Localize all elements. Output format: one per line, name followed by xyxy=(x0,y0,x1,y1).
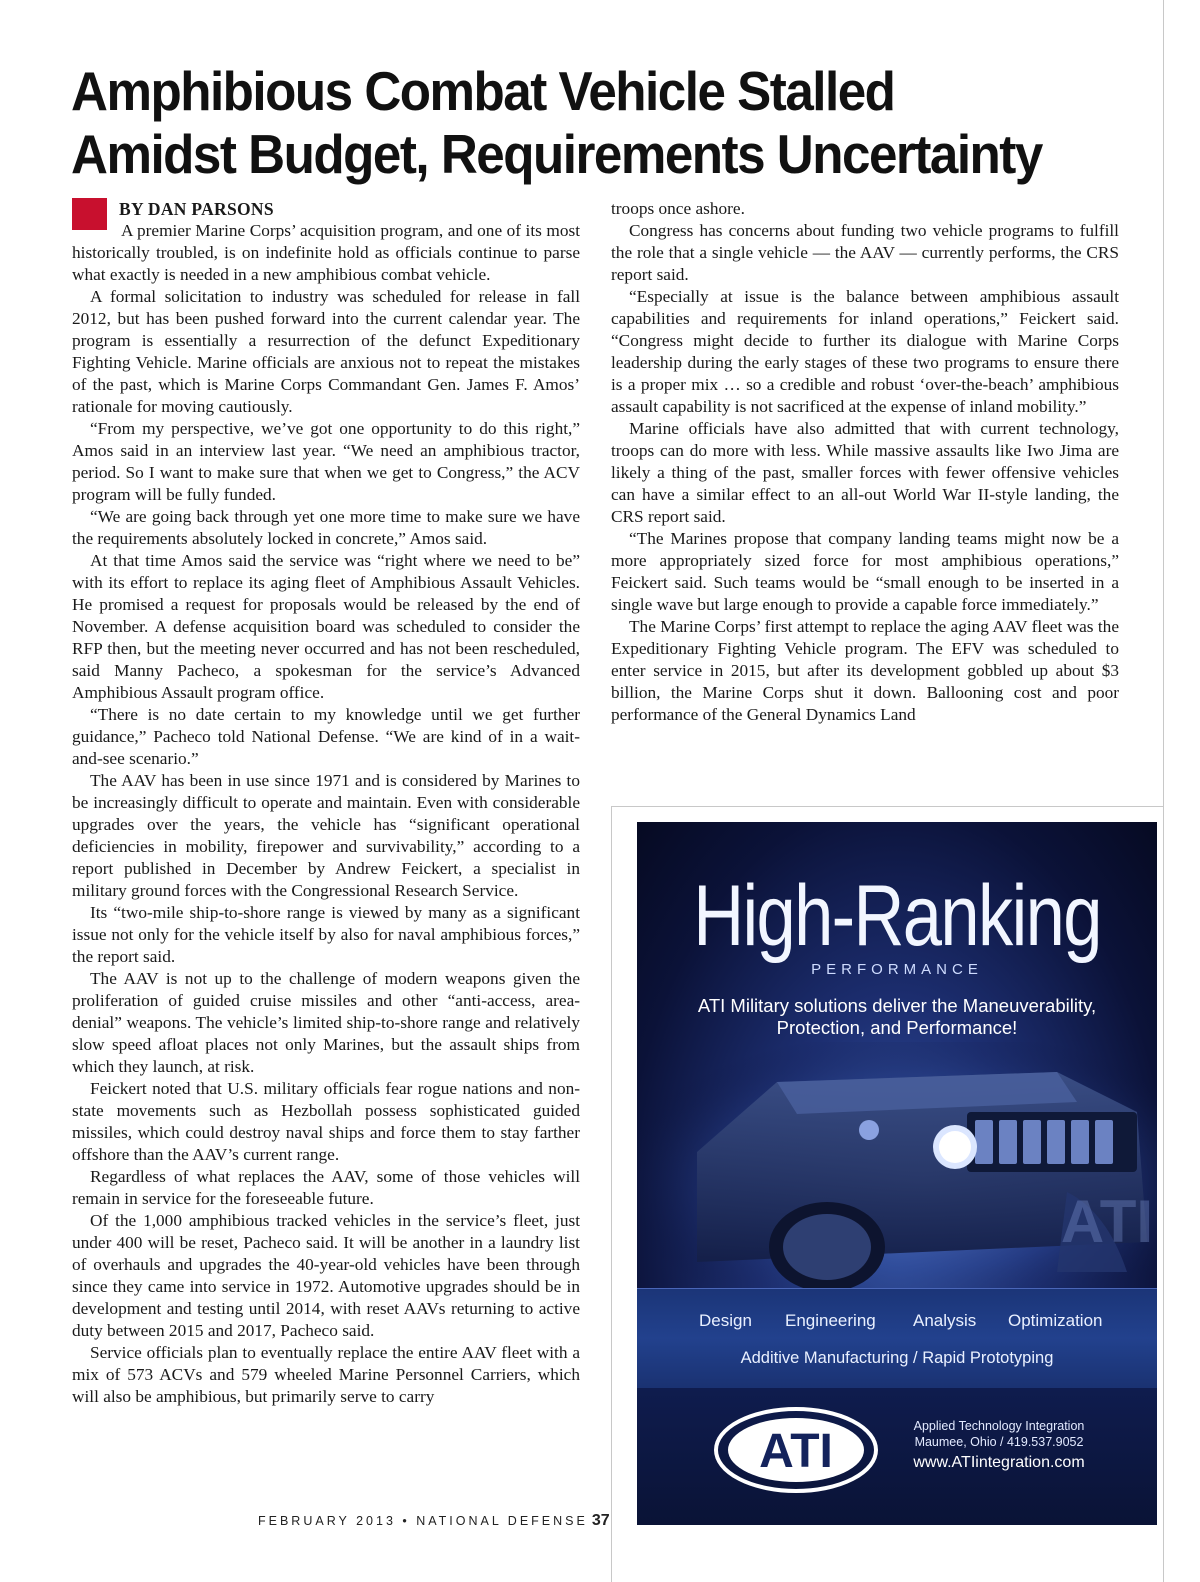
ati-logo[interactable] xyxy=(713,1406,879,1494)
article-column-left xyxy=(72,198,580,1408)
paragraph: “The Marines propose that company landing teams might now be a more appropriately sized force for most amphibious operations,” Feickert said. Such teams would be “small enough to be inserted in a single wave but large enough to provide a capable force immediately.” xyxy=(611,529,1119,614)
paragraph: “There is no date certain to my knowledge until we get further guidance,” Pacheco told National Defense. “We are kind of in a wait-and-see scenario.” xyxy=(72,705,580,768)
ad-tagline-line-2: Protection, and Performance! xyxy=(776,1017,1018,1038)
left-paragraphs xyxy=(72,220,580,1408)
service-design: Design xyxy=(699,1311,752,1330)
page-edge-rule xyxy=(1163,0,1164,1582)
section-marker xyxy=(72,198,107,230)
paragraph: “Especially at issue is the balance between amphibious assault capabilities and requirements for inland operations,” Feickert said. “Congress might decide to further its dialogue with Marine Corps leadership during the early stages of these two programs to ensure there is a proper mix … so a credible and robust ‘over-the-beach’ amphibious assault capability is not sacrificed at the expense of inland mobility.” xyxy=(611,287,1119,416)
ad-subtitle: PERFORMANCE xyxy=(811,961,983,978)
page-footer xyxy=(258,1512,610,1530)
company-url-link[interactable]: www.ATIintegration.com xyxy=(913,1454,1085,1471)
ad-services-band xyxy=(637,1288,1157,1388)
paragraph: Feickert noted that U.S. military officials fear rogue nations and non-state movements such as Hezbollah possess sophisticated guided missiles, which could destroy naval ships and force them to stay farther offshore than the AAV’s current range. xyxy=(72,1079,580,1164)
paragraph: The AAV has been in use since 1971 and is considered by Marines to be increasingly difficult to operate and maintain. Even with considerable upgrades over the years, the vehicle has “significant operational deficiencies in mobility, firepower and survivability,” according to a report published in December by Andrew Feickert, a specialist in military ground forces with the Congressional Research Service. xyxy=(72,771,580,900)
ad-logo-area xyxy=(637,1388,1157,1525)
company-name: Applied Technology Integration xyxy=(913,1419,1085,1433)
military-vehicle-image xyxy=(637,1042,1157,1292)
service-analysis: Analysis xyxy=(913,1311,977,1330)
ati-advertisement[interactable] xyxy=(637,822,1157,1525)
article-headline xyxy=(71,60,1075,186)
footer-issue: FEBRUARY 2013 • NATIONAL DEFENSE xyxy=(258,1514,588,1528)
paragraph: A formal solicitation to industry was scheduled for release in fall 2012, but has been pushed forward into the current calendar year. The program is essentially a resurrection of the defunct Expeditionary Fighting Vehicle. Marine officials are anxious not to repeat the mistakes of the past, which is Marine Corps Commandant Gen. James F. Amos’ rationale for moving cautiously. xyxy=(72,287,580,416)
paragraph: Service officials plan to eventually replace the entire AAV fleet with a mix of 573 ACVs and 579 wheeled Marine Personnel Carriers, which will also be amphibious, but primarily serve to carry xyxy=(72,1343,580,1406)
paragraph: troops once ashore. xyxy=(611,199,745,218)
vehicle-watermark: ATI xyxy=(1060,1188,1154,1255)
ad-tagline xyxy=(667,995,1127,1039)
services-row xyxy=(637,1311,1157,1333)
paragraph: Marine officials have also admitted that with current technology, troops can do more with less. While massive assaults like Iwo Jima are likely a thing of the past, smaller forces with fewer offensive vehicles can have a similar effect to an all-out World War II-style landing, the CRS report said. xyxy=(611,419,1119,526)
service-optimization: Optimization xyxy=(1008,1311,1103,1330)
paragraph: Congress has concerns about funding two vehicle programs to fulfill the role that a single vehicle — the AAV — currently performs, the CRS report said. xyxy=(611,221,1119,284)
paragraph: Its “two-mile ship-to-shore range is viewed by many as a significant issue not only for the vehicle itself by also for naval amphibious forces,” the report said. xyxy=(72,903,580,966)
paragraph: “We are going back through yet one more time to make sure we have the requirements absolutely locked in concrete,” Amos said. xyxy=(72,507,580,548)
service-additive-manufacturing: Additive Manufacturing / Rapid Prototyping xyxy=(740,1349,1054,1367)
paragraph: A premier Marine Corps’ acquisition program, and one of its most historically troubled, is on indefinite hold as officials continue to parse what exactly is needed in a new amphibious combat vehicle. xyxy=(72,221,580,284)
ad-frame-rule-top xyxy=(611,806,1163,807)
paragraph: Regardless of what replaces the AAV, some of those vehicles will remain in service for the foreseeable future. xyxy=(72,1167,580,1208)
ad-tagline-line-1: ATI Military solutions deliver the Maneuverability, xyxy=(697,995,1097,1016)
paragraph: The AAV is not up to the challenge of modern weapons given the proliferation of guided cruise missiles and other “anti-access, area-denial” weapons. The vehicle’s limited ship-to-shore range and relatively slow speed afloat places not only Marines, but the assault ships from which they launch, at risk. xyxy=(72,969,580,1076)
page-number: 37 xyxy=(591,1512,610,1529)
ad-frame-rule-left xyxy=(611,806,612,1582)
article-column-right xyxy=(611,198,1119,726)
headline-line-2: Amidst Budget, Requirements Uncertainty xyxy=(71,123,1042,185)
paragraph: The Marine Corps’ first attempt to replace the aging AAV fleet was the Expeditionary Fighting Vehicle program. The EFV was scheduled to enter service in 2015, but after its development gobbled up about $3 billion, the Marine Corps shut it down. Ballooning cost and poor performance of the General Dynamics Land xyxy=(611,617,1119,724)
paragraph: Of the 1,000 amphibious tracked vehicles in the service’s fleet, just under 400 will be reset, Pacheco said. It will be another in a laundry list of overhauls and upgrades the 40-year-old vehicles have been through since they came into service in 1972. Automotive upgrades should be in development and testing until 2014, with reset AAVs returning to active duty between 2015 and 2017, Pacheco said. xyxy=(72,1211,580,1340)
company-address: Maumee, Ohio / 419.537.9052 xyxy=(914,1435,1084,1449)
service-engineering: Engineering xyxy=(785,1311,876,1330)
paragraph: “From my perspective, we’ve got one opportunity to do this right,” Amos said in an interview last year. “We need an amphibious tractor, period. So I want to make sure that when we get to Congress,” the ACV program will be fully funded. xyxy=(72,419,580,504)
byline-text: BY DAN PARSONS xyxy=(119,199,274,219)
paragraph: At that time Amos said the service was “right where we need to be” with its effort to replace its aging fleet of Amphibious Assault Vehicles. He promised a request for proposals would be released by the end of November. A defense acquisition board was scheduled to consider the RFP then, but the meeting never occurred and has not been rescheduled, said Manny Pacheco, a spokesman for the service’s Advanced Amphibious Assault program office. xyxy=(72,551,580,702)
logo-text: ATI xyxy=(759,1425,833,1478)
headline-line-1: Amphibious Combat Vehicle Stalled xyxy=(71,60,895,122)
company-contact xyxy=(899,1418,1099,1474)
ad-title: High-Ranking xyxy=(693,868,1101,964)
